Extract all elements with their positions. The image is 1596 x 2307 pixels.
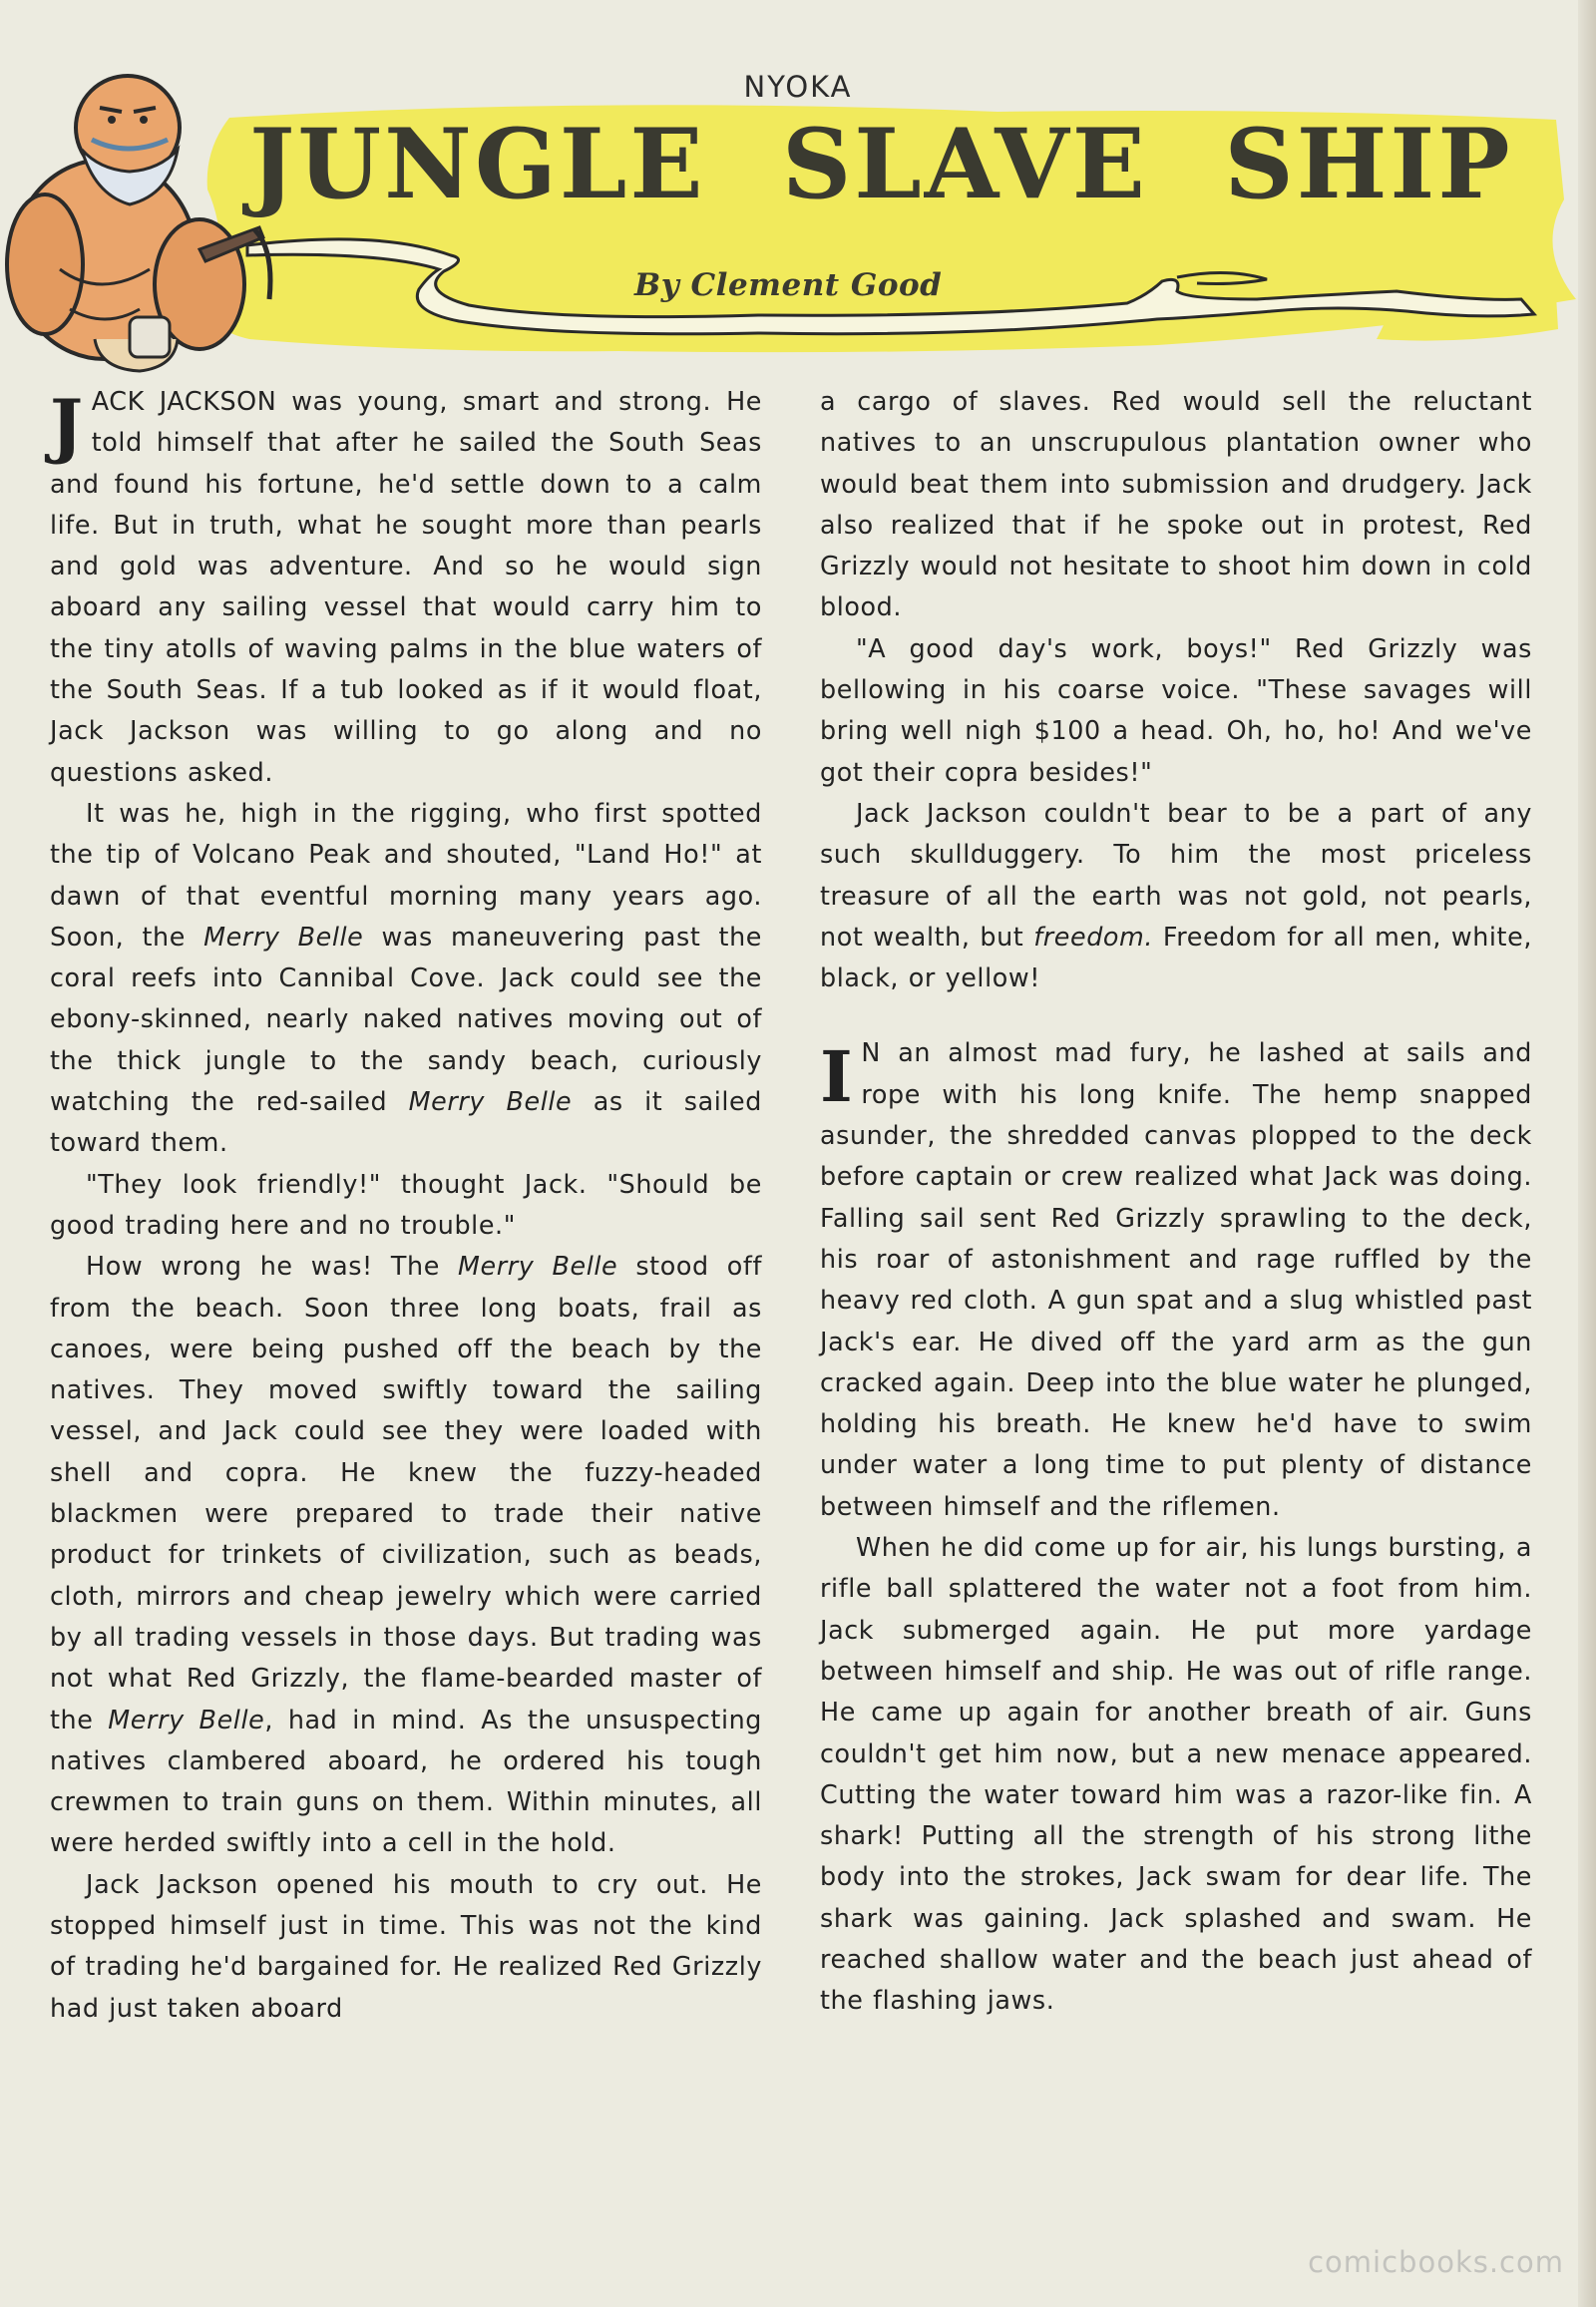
paragraph-text: N an almost mad fury, he lashed at sails and rope with his long knife. The hemp snapped asunder, the shredded canvas plopped to the deck before captain or crew realized what Jack was doing. Falling sail sent Red Grizzly sprawling to the deck, his roar of astonishment and rage ruffled by the heavy red cloth. A gun spat and a slug whistled past Jack's ear. He dived off the yard arm as the gun cracked again. Deep into the blue water he plunged, holding his breath. He knew he'd have to swim under water a long time to put plenty of distance between himself and the riflemen. <box>820 1037 1532 1521</box>
paragraph <box>820 793 1532 998</box>
paragraph-text: Freedom for all men, white, black, or yellow! <box>820 921 1532 993</box>
text-column-left <box>50 381 762 2029</box>
paragraph-text: stood off from the beach. Soon three long boats, frail as canoes, were being pushed off the beach by the natives. They moved swiftly toward the sailing vessel, and Jack could see they were loaded with shell and copra. He knew the fuzzy-headed blackmen were prepared to trade their native product for trinkets of civilization, such as beads, cloth, mirrors and cheap jewelry which were carried by all trading vessels in those days. But trading was not what Red Grizzly, the flame-bearded master of the <box>50 1251 762 1734</box>
paragraph <box>50 793 762 1164</box>
paragraph-text: How wrong he was! The <box>86 1251 458 1282</box>
title-banner <box>0 0 1596 379</box>
ship-name: Merry Belle <box>108 1704 265 1734</box>
paragraph: "They look friendly!" thought Jack. "Should be good trading here and no trouble." <box>50 1168 762 1240</box>
paragraph: When he did come up for air, his lungs bursting, a rifle ball splattered the water not a foot from him. Jack submerged again. He put more yardage between himself and ship. He was out of rifle range. He came up again for another breath of air. Guns couldn't get him now, but a new menace appeared. Cutting the water toward him was a razor-like fin. A shark! Putting all the strength of his strong lithe body into the strokes, Jack swam for dear life. The shark was gaining. Jack splashed and swam. He reached shallow water and the beach just ahead of the flashing jaws. <box>820 1532 1532 2016</box>
paragraph <box>50 381 762 793</box>
paragraph-text: Jack Jackson couldn't bear to be a part of any such skullduggery. To him the most priceless treasure of all the earth was not gold, not pearls, not wealth, but <box>820 797 1532 952</box>
series-label: NYOKA <box>743 70 853 104</box>
emphasis: freedom. <box>1033 921 1154 952</box>
watermark: comicbooks.com <box>1308 2245 1564 2279</box>
drop-cap: J <box>50 384 84 467</box>
paragraph <box>820 1032 1532 1527</box>
paragraph-text: It was he, high in the rigging, who first spotted the tip of Volcano Peak and shouted, "Land Ho!" at dawn of that eventful morning many years ago. Soon, the <box>50 797 762 952</box>
author-byline: By Clement Good <box>634 267 943 303</box>
ship-name: Merry Belle <box>203 921 364 952</box>
paragraph-text: ACK JACKSON was young, smart and strong. He told himself that after he sailed the South Seas and found his fortune, he'd settle down to a calm life. But in truth, what he sought more than pearls and gold was adventure. And so he would sign aboard any sailing vessel that would carry him to the tiny atolls of waving palms in the blue waters of the South Seas. If a tub looked as if it would float, Jack Jackson was willing to go along and no questions asked. <box>50 386 762 787</box>
story-title: JUNGLE SLAVE SHIP <box>249 108 1513 220</box>
paragraph-text: was maneuvering past the coral reefs into Cannibal Cove. Jack could see the ebony-skinned, nearly naked natives moving out of the thick jungle to the sandy beach, curiously watching the red-sailed <box>50 921 762 1117</box>
ship-name: Merry Belle <box>458 1251 618 1282</box>
paragraph <box>50 1246 762 1863</box>
paragraph-text: as it sailed toward them. <box>50 1086 762 1158</box>
paragraph: "A good day's work, boys!" Red Grizzly was bellowing in his coarse voice. "These savages will bring well nigh $100 a head. Oh, ho, ho! And we've got their copra besides!" <box>820 632 1532 787</box>
paragraph-text: , had in mind. As the unsuspecting natives clambered aboard, he ordered his tough crewmen to train guns on them. Within minutes, all were herded swiftly into a cell in the hold. <box>50 1704 763 1858</box>
drop-cap: I <box>820 1035 854 1119</box>
ship-name: Merry Belle <box>408 1086 573 1117</box>
paragraph: Jack Jackson opened his mouth to cry out. He stopped himself just in time. This was not the kind of trading he'd bargained for. He realized Red Grizzly had just taken aboard <box>50 1868 762 2023</box>
text-column-right <box>820 381 1532 2022</box>
paragraph: a cargo of slaves. Red would sell the reluctant natives to an unscrupulous plantation owner who would beat them into submission and drudgery. Jack also realized that if he spoke out in protest, Red Grizzly would not hesitate to shoot him down in cold blood. <box>820 386 1532 622</box>
